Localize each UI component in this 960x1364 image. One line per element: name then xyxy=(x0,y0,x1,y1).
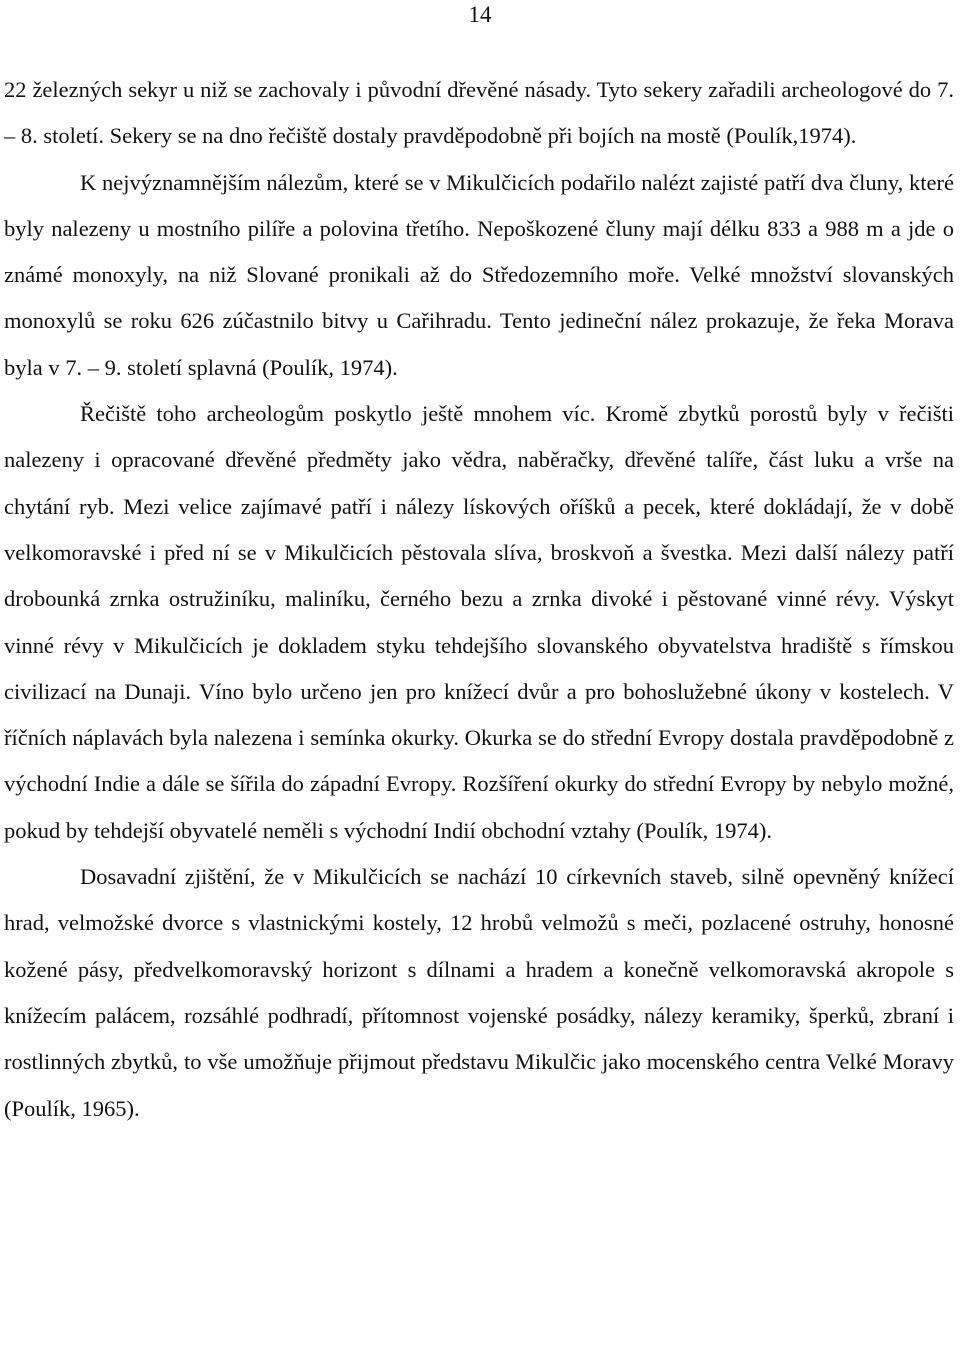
paragraph-continuation: 22 železných sekyr u niž se zachovaly i původní dřevěné násady. Tyto sekery zařadili archeologové do 7. – 8. století. Sekery se na dno řečiště dostaly pravděpodobně při bojích na mostě (Poulík,1974). xyxy=(4,77,954,149)
paragraph-boats: K nejvýznamnějším nálezům, které se v Mikulčicích podařilo nalézt zajisté patří dva čluny, které byly nalezeny u mostního pilíře a polovina třetího. Nepoškozené čluny mají délku 833 a 988 m a jde o známé monoxyly, na niž Slované pronikali až do Středozemního moře. Velké množství slovanských monoxylů se roku 626 zúčastnilo bitvy u Cařihradu. Tento jedineční nález prokazuje, že řeka Morava byla v 7. – 9. století splavná (Poulík, 1974). xyxy=(4,169,954,380)
paragraph-riverbed-finds: Řečiště toho archeologům poskytlo ještě mnohem víc. Kromě zbytků porostů byly v řečišti nalezeny i opracované dřevěné předměty jako vědra, naběračky, dřevěné talíře, část luku a vrše na chytání ryb. Mezi velice zajímavé patří i nálezy lískových oříšků a pecek, které dokládají, že v době velkomoravské i před ní se v Mikulčicích pěstovala slíva, broskvoň a švestka. Mezi další nálezy patří drobounká zrnka ostružiníku, maliníku, černého bezu a zrnka divoké i pěstované vinné révy. Výskyt vinné révy v Mikulčicích je dokladem styku tehdejšího slovanského obyvatelstva hradiště s římskou civilizací na Dunaji. Víno bylo určeno jen pro knížecí dvůr a pro bohoslužebné úkony v kostelech. V říčních náplavách byla nalezena i semínka okurky. Okurka se do střední Evropy dostala pravděpodobně z východní Indie a dále se šířila do západní Evropy. Rozšíření okurky do střední Evropy by nebylo možné, pokud by tehdejší obyvatelé neměli s východní Indií obchodní vztahy (Poulík, 1974). xyxy=(4,401,954,843)
paragraph-conclusion: Dosavadní zjištění, že v Mikulčicích se nachází 10 církevních staveb, silně opevněný knížecí hrad, velmožské dvorce s vlastnickými kostely, 12 hrobů velmožů s meči, pozlacené ostruhy, honosné kožené pásy, předvelkomoravský horizont s dílnami a hradem a konečně velkomoravská akropole s knížecím palácem, rozsáhlé podhradí, přítomnost vojenské posádky, nálezy keramiky, šperků, zbraní i rostlinných zbytků, to vše umožňuje přijmout představu Mikulčic jako mocenského centra Velké Moravy (Poulík, 1965). xyxy=(4,864,954,1121)
page-number: 14 xyxy=(468,2,492,27)
document-body xyxy=(4,67,954,1132)
